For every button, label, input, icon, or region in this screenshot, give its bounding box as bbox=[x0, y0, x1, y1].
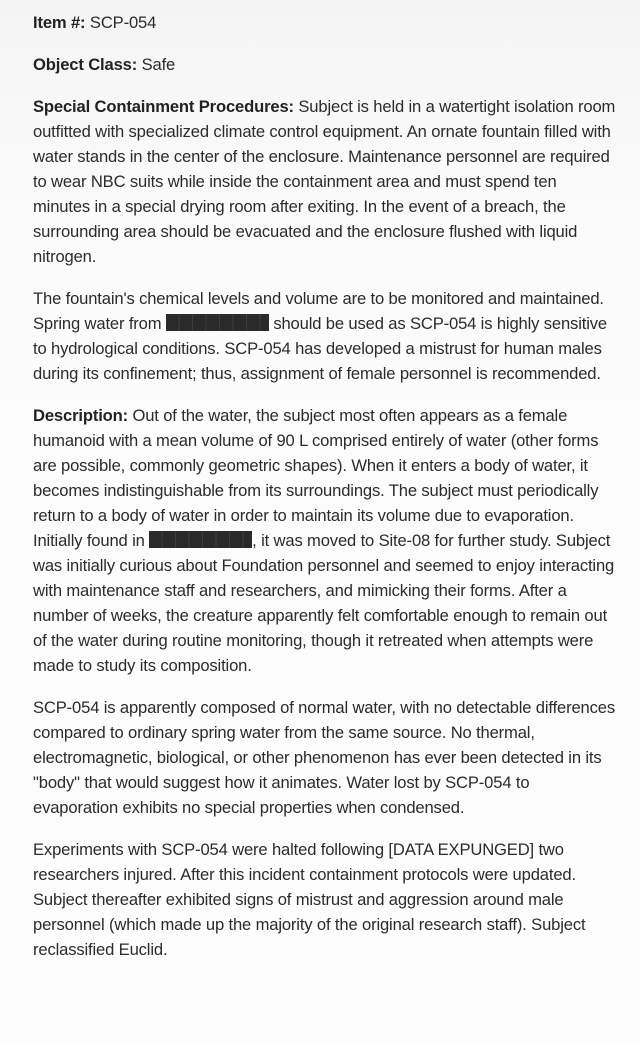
item-number-label: Item #: bbox=[33, 13, 86, 32]
containment-text-after-redaction: should be used as SCP-054 is highly sensitive to hydrological conditions. SCP-054 has developed a mistrust for human males during its confinement; thus, assignment of female personnel is recommended. bbox=[33, 314, 607, 383]
description-text-before-redaction: Out of the water, the subject most often appears as a female humanoid with a mean volume of 90 L comprised entirely of water (other forms are possible, commonly geometric shapes). When it enters a body of water, it becomes indistinguishable from its surroundings. The subject must periodically return to a body of water in order to maintain its volume due to evaporation. Initially found in bbox=[33, 406, 599, 550]
object-class-line bbox=[33, 52, 616, 77]
containment-text-before-redaction: The fountain's chemical levels and volume are to be monitored and maintained. Spring water from bbox=[33, 289, 604, 333]
redaction-bar-location bbox=[166, 314, 269, 331]
description-paragraph-3 bbox=[33, 837, 616, 962]
object-class-label: Object Class: bbox=[33, 55, 138, 74]
composition-text: SCP-054 is apparently composed of normal water, with no detectable differences compared to ordinary spring water from the same source. No thermal, electromagnetic, biological, or other phenomenon has ever been detected in its "body" that would suggest how it animates. Water lost by SCP-054 to evaporation exhibits no special properties when condensed. bbox=[33, 698, 616, 817]
object-class-value: Safe bbox=[137, 55, 176, 74]
item-number-line bbox=[33, 10, 616, 35]
description-label: Description: bbox=[33, 406, 129, 425]
item-number-value: SCP-054 bbox=[85, 13, 157, 32]
redaction-bar-origin bbox=[149, 531, 252, 548]
description-text-after-redaction: , it was moved to Site-08 for further study. Subject was initially curious about Foundation personnel and seemed to enjoy interacting with maintenance staff and researchers, and mimicking their forms. After a number of weeks, the creature apparently felt comfortable enough to remain out of the water during routine monitoring, though it retreated when attempts were made to study its composition. bbox=[33, 531, 615, 675]
containment-procedures-label: Special Containment Procedures: bbox=[33, 97, 294, 116]
description-paragraph-2 bbox=[33, 695, 616, 820]
containment-procedures-paragraph-2 bbox=[33, 286, 616, 386]
experiments-text: Experiments with SCP-054 were halted following [DATA EXPUNGED] two researchers injured. After this incident containment protocols were updated. Subject thereafter exhibited signs of mistrust and aggression around male personnel (which made up the majority of the original research staff). Subject reclassified Euclid. bbox=[33, 840, 586, 959]
containment-procedures-paragraph bbox=[33, 94, 616, 269]
description-paragraph bbox=[33, 403, 616, 678]
containment-procedures-text: Subject is held in a watertight isolation room outfitted with specialized climate control equipment. An ornate fountain filled with water stands in the center of the enclosure. Maintenance personnel are required to wear NBC suits while inside the containment area and must spend ten minutes in a special drying room after exiting. In the event of a breach, the surrounding area should be evacuated and the enclosure flushed with liquid nitrogen. bbox=[33, 97, 616, 266]
